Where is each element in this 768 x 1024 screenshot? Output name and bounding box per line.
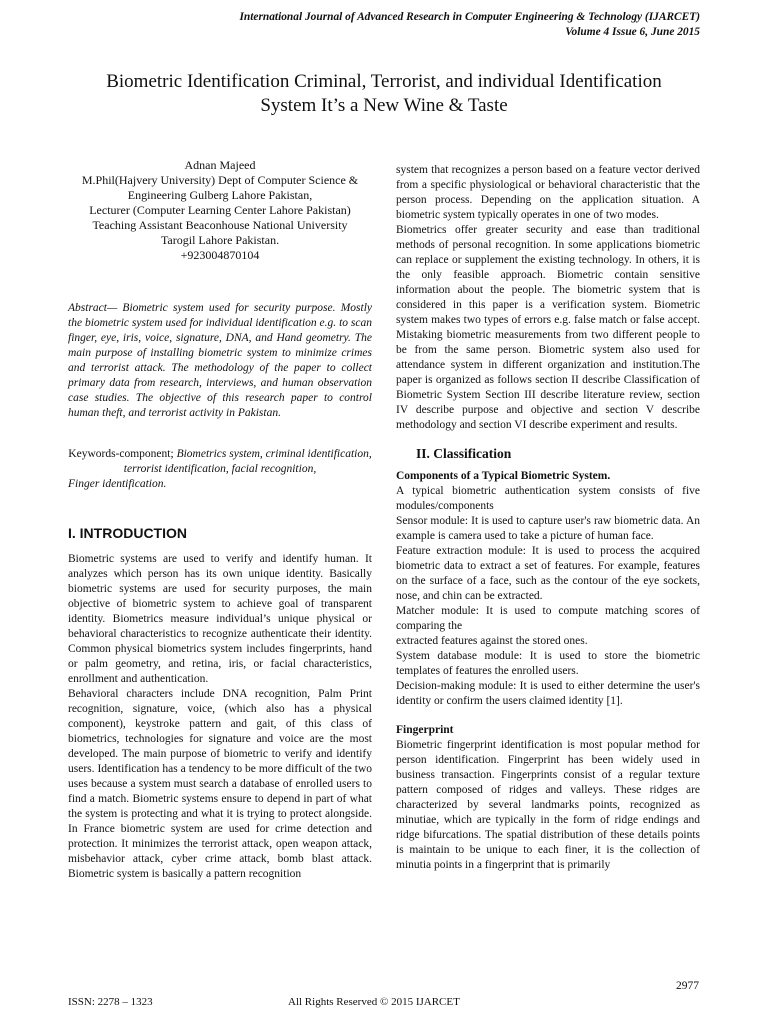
classification-line: extracted features against the stored ones. xyxy=(396,635,588,647)
author-line: Teaching Assistant Beaconhouse National University xyxy=(92,218,348,232)
page-number: 2977 xyxy=(676,980,699,992)
fingerprint-heading: Fingerprint xyxy=(396,724,454,736)
title-line-1: Biometric Identification Criminal, Terrorist, and individual Identification xyxy=(106,71,662,92)
author-name: Adnan Majeed xyxy=(184,158,256,172)
abstract: Abstract— Biometric system used for security purpose. Mostly the biometric system used for individual identification e.g. to scan finger, eye, iris, voice, signature, DNA, and Hand geometry. The main purpose of installing biometric system to minimize crimes and terrorist attack. The methodology of the paper to collect primary data from research, interviews, and human observation case studies. The objective of this research paper to control human theft, and terrorist activity in Pakistan. xyxy=(68,302,372,419)
classification-line: A typical biometric authentication system consists of five modules/components xyxy=(396,485,700,512)
components-subheading: Components of a Typical Biometric System. xyxy=(396,470,611,482)
keywords-last: Finger identification. xyxy=(68,478,167,490)
classification-body xyxy=(396,484,700,709)
author-line: M.Phil(Hajvery University) Dept of Computer Science & xyxy=(81,173,359,187)
introduction-paragraph: Behavioral characters include DNA recognition, Palm Print recognition, signature, voice, (which also has a physical component), keystroke pattern and gait, of this class of biometrics, technologies for signature and voice are the most developed. The main purpose of biometric to verify and identify users. Identification has a tendency to be more difficult of the two uses because a system must search a database of enrolled users to find a match. Biometric systems ensure to depend in part of what the system is protecting and what it is trying to protect alongside. In France biometric system are used for crime detection and protection. It minimizes the terrorist attack, open weapon attack, misbehavior attack, cyber crime attack, bomb blast attack. Biometric system is basically a pattern recognition xyxy=(68,688,372,880)
keywords-body: Biometrics system, criminal identification, terrorist identification, facial recognition, xyxy=(123,448,372,475)
classification-line: Matcher module: It is used to compute matching scores of comparing the xyxy=(396,605,700,632)
classification-line: Feature extraction module: It is used to process the acquired biometric data to extract a set of features. For example, features on the surface of a face, such as the contour of the eye sockets, nose, and chin can be extracted. xyxy=(396,545,700,602)
introduction-continued xyxy=(396,163,700,433)
fingerprint-paragraph: Biometric fingerprint identification is most popular method for person identification. Fingerprint has been widely used in business transaction. Fingerprints consist of a regular texture pattern composed of ridges and valleys. These ridges are characterized by several landmarks points, recognized as minutiae, which are typically in the form of ridge endings and ridge bifurcations. The spatial distribution of these details points is maintain to be unique to each finer, it is the collection of minutia points in a fingerprint that is primarily xyxy=(396,739,700,871)
fingerprint-body xyxy=(396,738,700,873)
introduction-heading: I. INTRODUCTION xyxy=(68,525,187,541)
author-line: Tarogil Lahore Pakistan. xyxy=(160,233,280,247)
classification-heading: II. Classification xyxy=(416,446,512,461)
title-line-2: System It’s a New Wine & Taste xyxy=(260,95,508,116)
author-block xyxy=(68,158,372,263)
footer-issn: ISSN: 2278 – 1323 xyxy=(68,996,153,1008)
left-column xyxy=(68,158,372,882)
author-phone: +923004870104 xyxy=(180,248,260,262)
classification-line: System database module: It is used to store the biometric templates of features the enrolled users. xyxy=(396,650,700,677)
classification-line: Decision-making module: It is used to either determine the user's identity or confirm the users claimed identity [1]. xyxy=(396,680,700,707)
author-line: Lecturer (Computer Learning Center Lahore Pakistan) xyxy=(89,203,351,217)
right-column xyxy=(396,163,700,873)
keywords xyxy=(68,447,372,492)
introduction-paragraph: system that recognizes a person based on a feature vector derived from a specific physiological or behavioral characteristic that the person process. Depending on the application situation. A biometric system typically operates in one of two modes. xyxy=(396,164,700,221)
introduction-paragraph: Biometrics offer greater security and ease than traditional methods of personal recognition. In some applications biometric can replace or supplement the existing technology. In others, it is the only feasible approach. Biometric contain sensitive information about the people. The biometric system that is considered in this paper is a verification system. Biometric system makes two types of errors e.g. false match or false accept. Mistaking biometric measurements from two different people to be from the same person. Biometric system also used for attendance system in different organization and institution.The paper is organized as follows section II describe Classification of Biometric System Section III describe literature review, section IV describe purpose and objective and section V describe methodology and section VI describe experiment and results. xyxy=(396,224,700,431)
journal-volume: Volume 4 Issue 6, June 2015 xyxy=(565,26,700,38)
keywords-label: Keywords-component; xyxy=(68,448,177,460)
classification-line: Sensor module: It is used to capture user's raw biometric data. An example is camera used to take a picture of human face. xyxy=(396,515,700,542)
author-line: Engineering Gulberg Lahore Pakistan, xyxy=(127,188,313,202)
introduction-body xyxy=(68,552,372,882)
journal-header xyxy=(239,10,700,40)
introduction-paragraph: Biometric systems are used to verify and identify human. It analyzes which person has its own unique identity. Basically biometric systems are used for security purposes, the main objective of biometric system to achieve goal of transparent identity. Biometrics measure individual’s unique physical or behavioral characteristics to recognize authenticate their identity. Common physical biometrics system includes fingerprints, hand or palm geometry, and retina, iris, or facial characteristics, enrollment and authentication. xyxy=(68,553,372,685)
footer-rights: All Rights Reserved © 2015 IJARCET xyxy=(288,996,460,1008)
journal-name: International Journal of Advanced Research in Computer Engineering & Technology (IJARCET) xyxy=(239,11,700,23)
paper-title xyxy=(40,70,728,118)
